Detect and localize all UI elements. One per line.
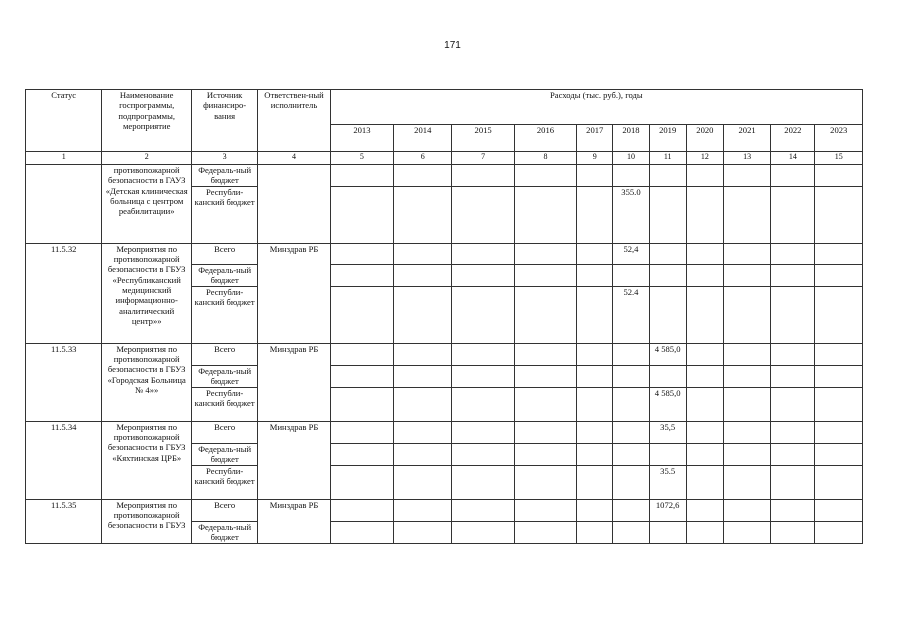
row-executor: Минздрав РБ xyxy=(258,343,330,421)
row-executor: Минздрав РБ xyxy=(258,243,330,343)
year-header: 2013 xyxy=(330,125,393,152)
column-number: 12 xyxy=(686,152,723,165)
row-name: Мероприятия по противопожарной безопасности в ГБУЗ xyxy=(102,499,192,543)
source-federal: Федераль-ный бюджет xyxy=(191,365,257,387)
value-2019: 35.5 xyxy=(649,465,686,499)
value-2018: 52.4 xyxy=(613,286,649,343)
column-number: 7 xyxy=(452,152,514,165)
year-header: 2021 xyxy=(723,125,770,152)
source-federal: Федераль-ный бюджет xyxy=(191,165,257,187)
table-row xyxy=(26,165,863,187)
value-2018: 52,4 xyxy=(613,243,649,264)
header-status: Статус xyxy=(26,90,102,152)
source-total: Всего xyxy=(191,421,257,443)
column-number: 6 xyxy=(394,152,452,165)
column-number: 1 xyxy=(26,152,102,165)
row-status: 11.5.35 xyxy=(26,499,102,543)
row-status xyxy=(26,165,102,244)
header-source: Источник финансиро-вания xyxy=(191,90,257,152)
header-row xyxy=(26,90,863,125)
year-header: 2016 xyxy=(514,125,576,152)
source-republic: Республи-канский бюджет xyxy=(191,387,257,421)
source-republic: Республи-канский бюджет xyxy=(191,465,257,499)
row-status: 11.5.33 xyxy=(26,343,102,421)
year-header: 2020 xyxy=(686,125,723,152)
value-2019: 35,5 xyxy=(649,421,686,443)
column-number: 3 xyxy=(191,152,257,165)
column-number: 4 xyxy=(258,152,330,165)
column-number: 13 xyxy=(723,152,770,165)
year-header: 2023 xyxy=(815,125,863,152)
source-total: Всего xyxy=(191,243,257,264)
header-name: Наименование госпрограммы, подпрограммы, мероприятие xyxy=(102,90,192,152)
row-name: Мероприятия по противопожарной безопасности в ГБУЗ «Республиканский медицинский информационно-аналитический центр»» xyxy=(102,243,192,343)
year-header: 2015 xyxy=(452,125,514,152)
row-executor xyxy=(258,165,330,244)
source-federal: Федераль-ный бюджет xyxy=(191,264,257,286)
value-2019: 4 585,0 xyxy=(649,343,686,365)
year-header: 2019 xyxy=(649,125,686,152)
row-executor: Минздрав РБ xyxy=(258,499,330,543)
row-name: противопожарной безопасности в ГАУЗ «Детская клиническая больница с центром реабилитации» xyxy=(102,165,192,244)
source-total: Всего xyxy=(191,343,257,365)
column-number: 10 xyxy=(613,152,649,165)
year-header: 2018 xyxy=(613,125,649,152)
year-header: 2022 xyxy=(771,125,815,152)
column-number: 8 xyxy=(514,152,576,165)
column-number: 14 xyxy=(771,152,815,165)
column-number: 5 xyxy=(330,152,393,165)
table-row xyxy=(26,499,863,521)
column-number-row xyxy=(26,152,863,165)
year-header: 2014 xyxy=(394,125,452,152)
value-2018: 355.0 xyxy=(613,186,649,243)
row-status: 11.5.34 xyxy=(26,421,102,499)
source-republic: Республи-канский бюджет xyxy=(191,286,257,343)
row-name: Мероприятия по противопожарной безопасности в ГБУЗ «Городская Больница № 4»» xyxy=(102,343,192,421)
row-name: Мероприятия по противопожарной безопасности в ГБУЗ «Кяхтинская ЦРБ» xyxy=(102,421,192,499)
source-federal: Федераль-ный бюджет xyxy=(191,443,257,465)
budget-table xyxy=(25,89,863,544)
row-status: 11.5.32 xyxy=(26,243,102,343)
value-2019: 4 585,0 xyxy=(649,387,686,421)
table-row xyxy=(26,421,863,443)
page-number: 171 xyxy=(444,40,461,51)
row-executor: Минздрав РБ xyxy=(258,421,330,499)
year-header: 2017 xyxy=(577,125,613,152)
column-number: 2 xyxy=(102,152,192,165)
source-federal: Федераль-ный бюджет xyxy=(191,521,257,543)
column-number: 15 xyxy=(815,152,863,165)
value-2019: 1072,6 xyxy=(649,499,686,521)
table-row xyxy=(26,343,863,365)
source-total: Всего xyxy=(191,499,257,521)
table-row xyxy=(26,243,863,264)
source-republic: Республи-канский бюджет xyxy=(191,186,257,243)
column-number: 9 xyxy=(577,152,613,165)
header-executor: Ответствен-ный исполнитель xyxy=(258,90,330,152)
value-2018 xyxy=(613,165,649,187)
column-number: 11 xyxy=(649,152,686,165)
header-expenses: Расходы (тыс. руб.), годы xyxy=(330,90,862,125)
